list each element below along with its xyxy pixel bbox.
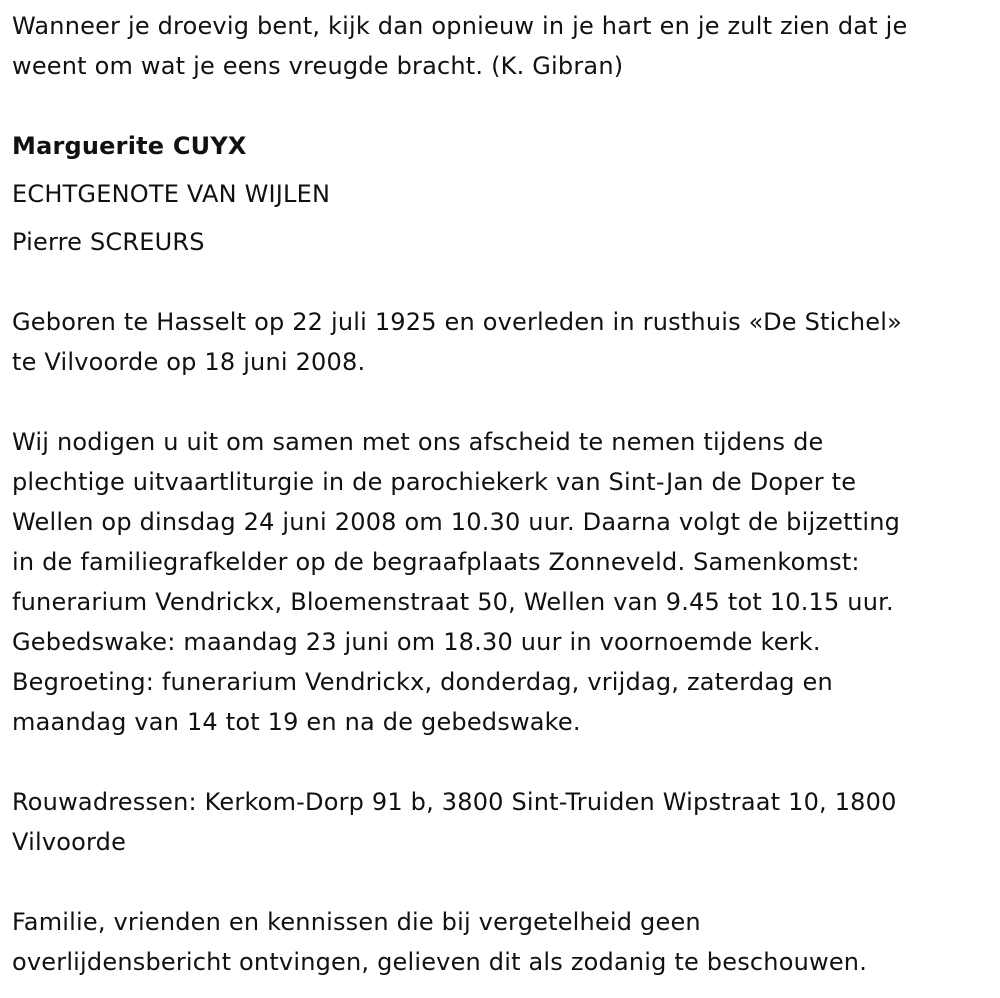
invitation-line: plechtige uitvaartliturgie in de parochiekerk van Sint-Jan de Doper te: [12, 468, 857, 496]
birth-death-line: te Vilvoorde op 18 juni 2008.: [12, 348, 366, 376]
birth-death-line: Geboren te Hasselt op 22 juli 1925 en overleden in rusthuis «De Stichel»: [12, 308, 903, 336]
addresses-line: Vilvoorde: [12, 828, 127, 856]
closing-paragraph: [12, 902, 992, 982]
deceased-name: Marguerite CUYX: [12, 132, 247, 160]
closing-line: overlijdensbericht ontvingen, gelieven dit als zodanig te beschouwen.: [12, 948, 868, 976]
invitation-line: Wij nodigen u uit om samen met ons afscheid te nemen tijdens de: [12, 428, 824, 456]
invitation-line: funerarium Vendrickx, Bloemenstraat 50, Wellen van 9.45 tot 10.15 uur.: [12, 588, 894, 616]
closing-line: Familie, vrienden en kennissen die bij vergetelheid geen: [12, 908, 701, 936]
addresses-paragraph: [12, 782, 992, 862]
birth-death-paragraph: [12, 302, 992, 382]
quote-line: Wanneer je droevig bent, kijk dan opnieuw in je hart en je zult zien dat je: [12, 12, 908, 40]
quote-line: weent om wat je eens vreugde bracht. (K. Gibran): [12, 52, 624, 80]
deceased-block: [12, 126, 992, 262]
invitation-line: in de familiegrafkelder op de begraafplaats Zonneveld. Samenkomst:: [12, 548, 860, 576]
invitation-line: Wellen op dinsdag 24 juni 2008 om 10.30 uur. Daarna volgt de bijzetting: [12, 508, 901, 536]
invitation-line: Gebedswake: maandag 23 juni om 18.30 uur in voornoemde kerk.: [12, 628, 821, 656]
invitation-paragraph: [12, 422, 992, 742]
addresses-line: Rouwadressen: Kerkom-Dorp 91 b, 3800 Sint-Truiden Wipstraat 10, 1800: [12, 788, 897, 816]
invitation-line: Begroeting: funerarium Vendrickx, donderdag, vrijdag, zaterdag en: [12, 668, 833, 696]
invitation-line: maandag van 14 tot 19 en na de gebedswake.: [12, 708, 581, 736]
obituary-notice: [12, 6, 992, 982]
spouse-name: Pierre SCREURS: [12, 228, 205, 256]
relation-label: ECHTGENOTE VAN WIJLEN: [12, 180, 331, 208]
quote-paragraph: [12, 6, 992, 86]
